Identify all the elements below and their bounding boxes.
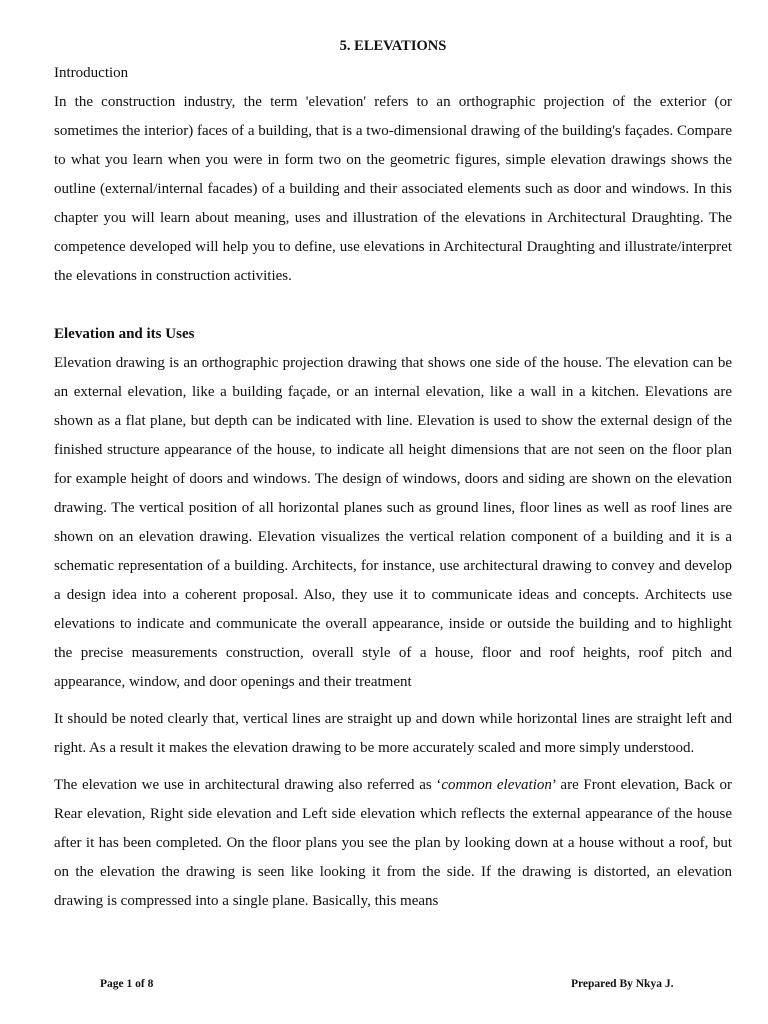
elevation-uses-paragraph: Elevation drawing is an orthographic projection drawing that shows one side of the house. The elevation can be an external elevation, like a building façade, or an internal elevation, like a wall in a kitchen. Elevations are shown as a flat plane, but depth can be indicated with line. Elevation is used to show the external design of the finished structure appearance of the house, to indicate all height dimensions that are not seen on the floor plan for example height of doors and windows. The design of windows, doors and siding are shown on the elevation drawing. The vertical position of all horizontal planes such as ground lines, floor lines as well as roof lines are shown on an elevation drawing. Elevation visualizes the vertical relation component of a building and it is a schematic representation of a building. Architects, for instance, use architectural drawing to convey and develop a design idea into a coherent proposal. Also, they use it to communicate ideas and concepts. Architects use elevations to indicate and communicate the overall appearance, inside or outside the building and to highlight the precise measurements construction, overall style of a house, floor and roof heights, roof pitch and appearance, window, and door openings and their treatment	[54, 355, 732, 690]
paragraph-text: The elevation we use in architectural drawing also referred as ‘	[54, 777, 442, 793]
common-elevation-paragraph	[54, 771, 732, 916]
prepared-by: Prepared By Nkya J.	[571, 978, 674, 990]
page-number: Page 1 of 8	[100, 978, 154, 990]
paragraph-text: ’ are Front elevation, Back or Rear elevation, Right side elevation and Left side elevation which reflects the external appearance of the house after it has been completed. On the floor plans you see the plan by looking down at a house without a roof, but on the elevation the drawing is seen like looking it from the side. If the drawing is distorted, an elevation drawing is compressed into a single plane. Basically, this means	[54, 777, 732, 909]
italic-term: common elevation	[441, 777, 552, 793]
spacer	[54, 291, 732, 320]
spacer	[54, 697, 732, 705]
introduction-paragraph: In the construction industry, the term 'elevation' refers to an orthographic projection of the exterior (or sometimes the interior) faces of a building, that is a two-dimensional drawing of the building's façades. Compare to what you learn when you were in form two on the geometric figures, simple elevation drawings shows the outline (external/internal facades) of a building and their associated elements such as door and windows. In this chapter you will learn about meaning, uses and illustration of the elevations in Architectural Draughting. The competence developed will help you to define, use elevations in Architectural Draughting and illustrate/interpret the elevations in construction activities.	[54, 94, 732, 284]
lines-paragraph: It should be noted clearly that, vertical lines are straight up and down while horizontal lines are straight left and right. As a result it makes the elevation drawing to be more accurately scaled and more simply understood.	[54, 711, 732, 756]
document-page	[54, 36, 732, 916]
introduction-heading: Introduction	[54, 65, 129, 81]
document-title: 5. ELEVATIONS	[339, 38, 447, 54]
section-heading: Elevation and its Uses	[54, 326, 195, 342]
spacer	[54, 763, 732, 771]
